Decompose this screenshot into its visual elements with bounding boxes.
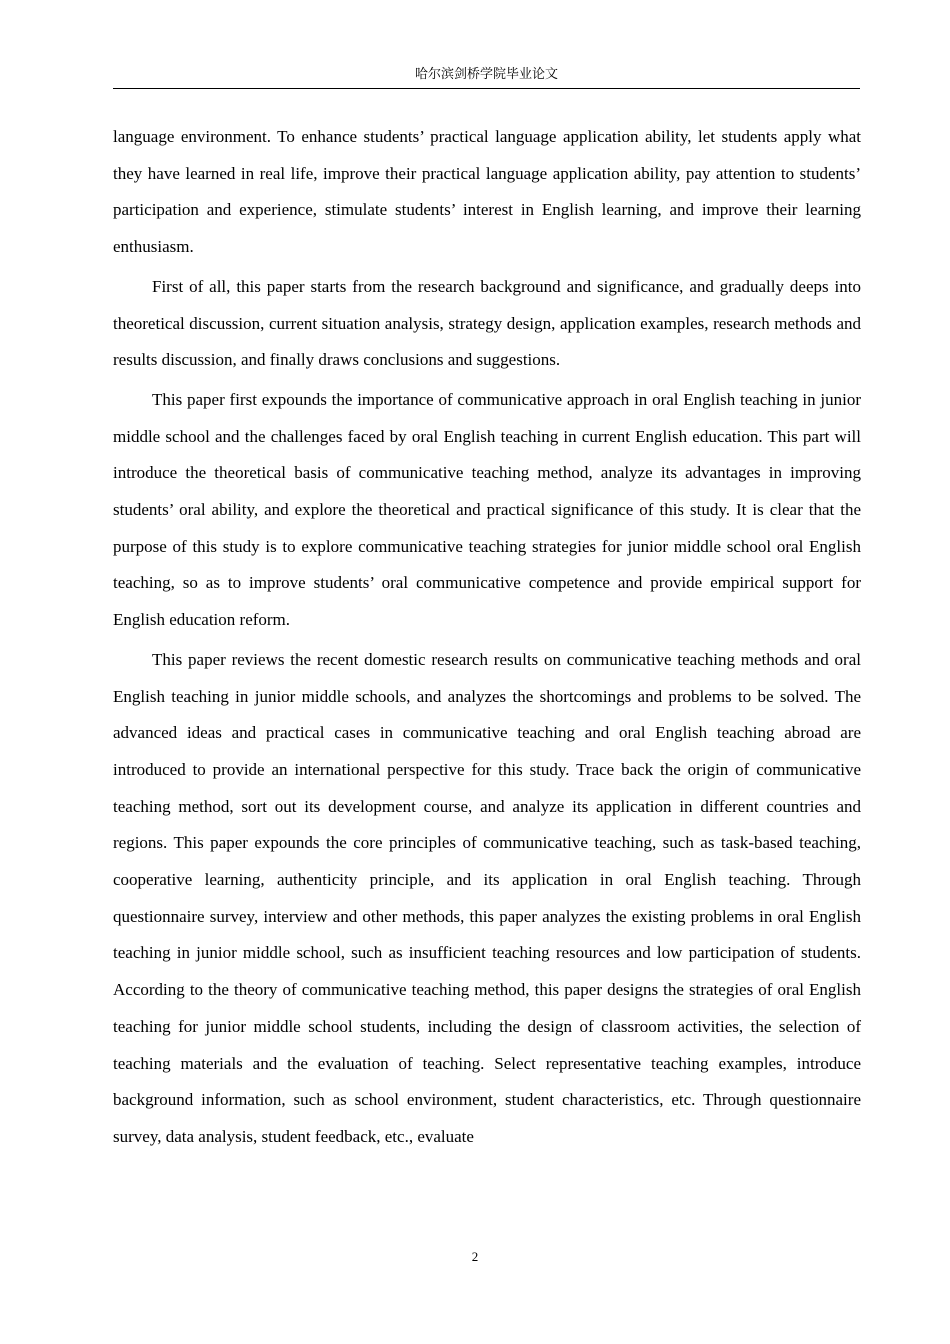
paragraph-introduction-summary: This paper first expounds the importance of communicative approach in oral English teaching in junior middle school and the challenges faced by oral English teaching in current English education. This part will introduce the theoretical basis of communicative teaching method, analyze its advantages in improving students’ oral ability, and explore the theoretical and practical significance of this study. It is clear that the purpose of this study is to explore communicative teaching strategies for junior middle school oral English teaching, so as to improve students’ oral communicative competence and provide empirical support for English education reform. [113, 389, 861, 630]
paragraph-review-summary: This paper reviews the recent domestic research results on communicative teaching methods and oral English teaching in junior middle schools, and analyzes the shortcomings and problems to be solved. The advanced ideas and practical cases in communicative teaching and oral English teaching abroad are introduced to provide an international perspective for this study. Trace back the origin of communicative teaching method, sort out its development course, and analyze its application in different countries and regions. This paper expounds the core principles of communicative teaching, such as task-based teaching, cooperative learning, authenticity principle, and its application in oral English teaching. Through questionnaire survey, interview and other methods, this paper analyzes the existing problems in oral English teaching in junior middle school, such as insufficient teaching resources and low participation of students. According to the theory of communicative teaching method, this paper designs the strategies of oral English teaching for junior middle school students, including the design of classroom activities, the selection of teaching materials and the evaluation of teaching. Select representative teaching examples, introduce background information, such as school environment, student characteristics, etc. Through questionnaire survey, data analysis, student feedback, etc., evaluate [113, 649, 861, 1146]
header-divider [113, 88, 860, 89]
paragraph-continuation: language environment. To enhance students’ practical language application ability, let students apply what they have learned in real life, improve their practical language application ability, pay attention to students’ participation and experience, stimulate students’ interest in English learning, and improve their learning enthusiasm. [113, 127, 861, 257]
page-number: 2 [471, 1249, 479, 1264]
body-text [113, 119, 861, 1159]
paragraph-structure-overview: First of all, this paper starts from the research background and significance, and gradually deeps into theoretical discussion, current situation analysis, strategy design, application examples, research methods and results discussion, and finally draws conclusions and suggestions. [113, 276, 861, 370]
running-header: 哈尔滨剑桥学院毕业论文 [414, 67, 558, 82]
